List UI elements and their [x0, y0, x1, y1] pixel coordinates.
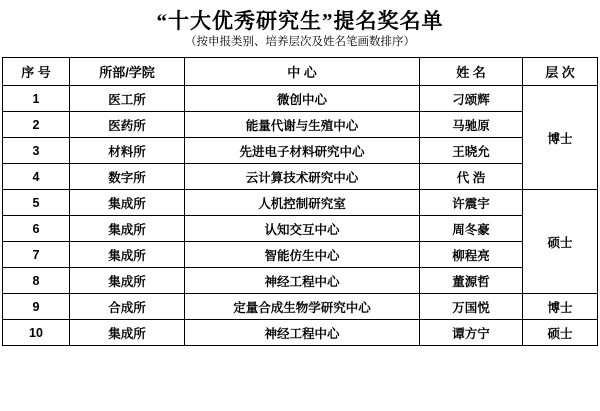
cell-center: 云计算技术研究中心: [185, 164, 420, 190]
cell-center: 先进电子材料研究中心: [185, 138, 420, 164]
cell-center: 人机控制研究室: [185, 190, 420, 216]
cell-name: 周冬豪: [420, 216, 523, 242]
cell-dept: 集成所: [70, 216, 185, 242]
cell-dept: 医药所: [70, 112, 185, 138]
cell-no: 1: [3, 86, 70, 112]
page-subtitle: （按申报类别、培养层次及姓名笔画数排序）: [185, 36, 415, 49]
cell-dept: 集成所: [70, 242, 185, 268]
cell-center: 认知交互中心: [185, 216, 420, 242]
cell-center: 定量合成生物学研究中心: [185, 294, 420, 320]
cell-name: 许震宇: [420, 190, 523, 216]
cell-no: 10: [3, 320, 70, 346]
cell-center: 神经工程中心: [185, 320, 420, 346]
cell-level: 博士: [523, 294, 598, 320]
cell-no: 8: [3, 268, 70, 294]
cell-no: 6: [3, 216, 70, 242]
cell-dept: 集成所: [70, 268, 185, 294]
column-header-name: 姓 名: [420, 58, 523, 86]
table-row: [3, 164, 598, 190]
column-header-dept: 所部/学院: [70, 58, 185, 86]
cell-name: 马驰原: [420, 112, 523, 138]
cell-name: 谭方宁: [420, 320, 523, 346]
cell-name: 王晓允: [420, 138, 523, 164]
table-row: [3, 268, 598, 294]
cell-name: 刁颂辉: [420, 86, 523, 112]
cell-name: 董源哲: [420, 268, 523, 294]
cell-dept: 医工所: [70, 86, 185, 112]
cell-no: 9: [3, 294, 70, 320]
table-header-row: [3, 58, 598, 86]
cell-no: 7: [3, 242, 70, 268]
table-row: [3, 242, 598, 268]
cell-no: 3: [3, 138, 70, 164]
table-row: [3, 138, 598, 164]
table-row: [3, 216, 598, 242]
column-header-level: 层 次: [523, 58, 598, 86]
table-row: [3, 320, 598, 346]
cell-center: 能量代谢与生殖中心: [185, 112, 420, 138]
cell-dept: 数字所: [70, 164, 185, 190]
table-row: [3, 86, 598, 112]
cell-name: 代 浩: [420, 164, 523, 190]
cell-dept: 材料所: [70, 138, 185, 164]
cell-dept: 合成所: [70, 294, 185, 320]
cell-no: 2: [3, 112, 70, 138]
cell-dept: 集成所: [70, 190, 185, 216]
table-row: [3, 190, 598, 216]
cell-center: 微创中心: [185, 86, 420, 112]
column-header-no: 序 号: [3, 58, 70, 86]
column-header-center: 中 心: [185, 58, 420, 86]
page-title: “十大优秀研究生”提名奖名单: [156, 9, 444, 33]
document-page: [0, 8, 600, 411]
cell-center: 智能仿生中心: [185, 242, 420, 268]
nominee-roster-table: [2, 57, 598, 346]
cell-no: 5: [3, 190, 70, 216]
cell-dept: 集成所: [70, 320, 185, 346]
table-row: [3, 294, 598, 320]
cell-center: 神经工程中心: [185, 268, 420, 294]
cell-level: 硕士: [523, 190, 598, 294]
cell-level: 博士: [523, 86, 598, 190]
cell-no: 4: [3, 164, 70, 190]
cell-name: 柳程亮: [420, 242, 523, 268]
cell-name: 万国悦: [420, 294, 523, 320]
table-row: [3, 112, 598, 138]
cell-level: 硕士: [523, 320, 598, 346]
